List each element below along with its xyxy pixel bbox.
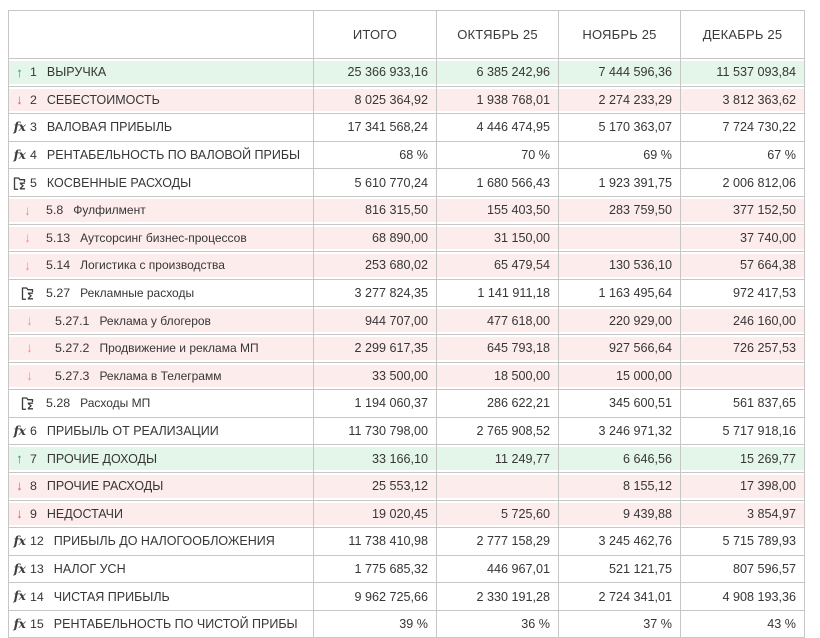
table-row[interactable] bbox=[9, 445, 805, 473]
table-row[interactable] bbox=[9, 86, 805, 114]
value-cell[interactable]: 25 553,12 bbox=[314, 472, 437, 500]
table-row[interactable] bbox=[9, 279, 805, 307]
row-label-inner bbox=[9, 528, 313, 555]
value-cell[interactable]: 5 610 770,24 bbox=[314, 169, 437, 197]
value-cell[interactable] bbox=[681, 362, 805, 390]
table-row[interactable] bbox=[9, 252, 805, 280]
value-cell[interactable]: 17 341 568,24 bbox=[314, 114, 437, 142]
value-cell[interactable]: 4 446 474,95 bbox=[437, 114, 559, 142]
row-label-cell[interactable] bbox=[9, 528, 314, 556]
arrow-down-icon: ↓ bbox=[24, 230, 31, 246]
value-cell[interactable]: 11 730 798,00 bbox=[314, 417, 437, 445]
row-number: 4 bbox=[30, 148, 37, 163]
row-label: КОСВЕННЫЕ РАСХОДЫ bbox=[46, 175, 192, 190]
fx-icon: fx bbox=[13, 422, 26, 438]
row-number: 7 bbox=[30, 451, 37, 466]
table-row[interactable] bbox=[9, 583, 805, 611]
row-label-cell[interactable] bbox=[9, 252, 314, 280]
sum-group-icon[interactable] bbox=[20, 285, 35, 301]
row-number: 5.13 bbox=[46, 230, 71, 245]
row-number: 5.14 bbox=[46, 258, 71, 273]
arrow-down-icon: ↓ bbox=[16, 478, 23, 494]
value-cell[interactable]: 33 500,00 bbox=[314, 362, 437, 390]
column-header-november: НОЯБРЬ 25 bbox=[559, 11, 681, 59]
value-cell[interactable]: 11 738 410,98 bbox=[314, 528, 437, 556]
value-cell[interactable]: 25 366 933,16 bbox=[314, 59, 437, 87]
row-number: 14 bbox=[30, 589, 44, 604]
table-row[interactable] bbox=[9, 555, 805, 583]
arrow-down-icon: ↓ bbox=[26, 368, 33, 384]
row-number: 5.27 bbox=[46, 286, 71, 301]
value-cell[interactable]: 68 % bbox=[314, 141, 437, 169]
table-row[interactable] bbox=[9, 362, 805, 390]
value-cell[interactable]: 11 249,77 bbox=[437, 445, 559, 473]
value-cell[interactable]: 130 536,10 bbox=[559, 252, 681, 280]
svg-text:Σ: Σ bbox=[26, 402, 34, 412]
row-label-cell[interactable] bbox=[9, 307, 314, 335]
value-cell[interactable]: 246 160,00 bbox=[681, 307, 805, 335]
row-label-cell[interactable] bbox=[9, 445, 314, 473]
value-cell[interactable]: 345 600,51 bbox=[559, 390, 681, 418]
table-row[interactable] bbox=[9, 307, 805, 335]
value-cell[interactable]: 972 417,53 bbox=[681, 279, 805, 307]
table-row[interactable] bbox=[9, 500, 805, 528]
value-cell[interactable]: 927 566,64 bbox=[559, 334, 681, 362]
header-empty-cell bbox=[9, 11, 314, 59]
row-label-cell[interactable] bbox=[9, 141, 314, 169]
value-cell[interactable]: 37 740,00 bbox=[681, 224, 805, 252]
row-number: 1 bbox=[30, 65, 37, 80]
value-cell[interactable]: 11 537 093,84 bbox=[681, 59, 805, 87]
row-label-cell[interactable] bbox=[9, 224, 314, 252]
value-cell[interactable]: 3 812 363,62 bbox=[681, 86, 805, 114]
value-cell[interactable]: 1 775 685,32 bbox=[314, 555, 437, 583]
arrow-up-icon: ↑ bbox=[16, 64, 23, 80]
row-label-inner bbox=[9, 583, 313, 610]
row-label: Реклама у блогеров bbox=[99, 313, 211, 328]
value-cell[interactable]: 286 622,21 bbox=[437, 390, 559, 418]
row-label-cell[interactable] bbox=[9, 610, 314, 638]
row-label-inner bbox=[9, 390, 313, 417]
value-cell[interactable]: 2 274 233,29 bbox=[559, 86, 681, 114]
row-label-inner bbox=[9, 335, 313, 362]
value-cell[interactable]: 561 837,65 bbox=[681, 390, 805, 418]
table-row[interactable] bbox=[9, 417, 805, 445]
fx-icon: fx bbox=[13, 533, 26, 549]
table-row[interactable] bbox=[9, 114, 805, 142]
report-grid bbox=[8, 10, 805, 638]
value-cell[interactable]: 6 385 242,96 bbox=[437, 59, 559, 87]
row-label-inner bbox=[9, 169, 313, 196]
value-cell[interactable]: 15 269,77 bbox=[681, 445, 805, 473]
value-cell[interactable]: 4 908 193,36 bbox=[681, 583, 805, 611]
row-number: 5.8 bbox=[46, 203, 64, 218]
value-cell[interactable] bbox=[559, 224, 681, 252]
row-label-cell[interactable] bbox=[9, 334, 314, 362]
row-label: Фулфилмент bbox=[73, 203, 146, 218]
column-header-october: ОКТЯБРЬ 25 bbox=[437, 11, 559, 59]
value-cell[interactable]: 5 170 363,07 bbox=[559, 114, 681, 142]
row-label-inner bbox=[9, 418, 313, 445]
value-cell[interactable]: 2 299 617,35 bbox=[314, 334, 437, 362]
value-cell[interactable]: 36 % bbox=[437, 610, 559, 638]
row-label-cell[interactable] bbox=[9, 196, 314, 224]
fx-icon: fx bbox=[13, 119, 26, 135]
value-cell[interactable]: 43 % bbox=[681, 610, 805, 638]
row-label-cell[interactable] bbox=[9, 114, 314, 142]
value-cell[interactable]: 18 500,00 bbox=[437, 362, 559, 390]
row-number: 9 bbox=[30, 506, 37, 521]
row-number: 5.27.2 bbox=[55, 341, 90, 356]
value-cell[interactable]: 3 245 462,76 bbox=[559, 528, 681, 556]
row-label: ПРОЧИЕ РАСХОДЫ bbox=[46, 479, 164, 494]
row-label-inner bbox=[9, 87, 313, 114]
row-label-inner bbox=[9, 225, 313, 252]
row-label-cell[interactable] bbox=[9, 86, 314, 114]
arrow-down-icon: ↓ bbox=[26, 312, 33, 328]
value-cell[interactable]: 1 923 391,75 bbox=[559, 169, 681, 197]
table-row[interactable] bbox=[9, 169, 805, 197]
value-cell[interactable]: 69 % bbox=[559, 141, 681, 169]
value-cell[interactable]: 807 596,57 bbox=[681, 555, 805, 583]
row-label-inner bbox=[9, 611, 313, 638]
value-cell[interactable]: 283 759,50 bbox=[559, 196, 681, 224]
fx-icon: fx bbox=[13, 560, 26, 576]
value-cell[interactable]: 645 793,18 bbox=[437, 334, 559, 362]
value-cell[interactable]: 15 000,00 bbox=[559, 362, 681, 390]
value-cell[interactable]: 377 152,50 bbox=[681, 196, 805, 224]
value-cell[interactable] bbox=[437, 472, 559, 500]
value-cell[interactable]: 6 646,56 bbox=[559, 445, 681, 473]
value-cell[interactable]: 726 257,53 bbox=[681, 334, 805, 362]
row-label: РЕНТАБЕЛЬНОСТЬ ПО ВАЛОВОЙ ПРИБЫ bbox=[46, 148, 301, 163]
row-label-inner bbox=[9, 252, 313, 279]
row-label-inner bbox=[9, 473, 313, 500]
row-label-inner bbox=[9, 197, 313, 224]
value-cell[interactable]: 33 166,10 bbox=[314, 445, 437, 473]
fx-icon: fx bbox=[13, 588, 26, 604]
arrow-up-icon: ↑ bbox=[16, 450, 23, 466]
row-number: 5 bbox=[30, 175, 37, 190]
value-cell[interactable]: 5 715 789,93 bbox=[681, 528, 805, 556]
table-row[interactable] bbox=[9, 196, 805, 224]
row-number: 15 bbox=[30, 617, 44, 632]
row-label: Расходы МП bbox=[80, 396, 151, 411]
row-label-inner bbox=[9, 142, 313, 169]
table-row[interactable] bbox=[9, 334, 805, 362]
row-label: Аутсорсинг бизнес-процессов bbox=[80, 230, 247, 245]
column-header-total: ИТОГО bbox=[314, 11, 437, 59]
value-cell[interactable]: 8 155,12 bbox=[559, 472, 681, 500]
arrow-down-icon: ↓ bbox=[26, 340, 33, 356]
row-number: 5.28 bbox=[46, 396, 71, 411]
row-label-cell[interactable] bbox=[9, 59, 314, 87]
row-label-cell[interactable] bbox=[9, 500, 314, 528]
value-cell[interactable]: 1 938 768,01 bbox=[437, 86, 559, 114]
row-label: НАЛОГ УСН bbox=[53, 561, 126, 576]
row-number: 12 bbox=[30, 534, 44, 549]
row-label-cell[interactable] bbox=[9, 555, 314, 583]
row-label: ПРИБЫЛЬ ОТ РЕАЛИЗАЦИИ bbox=[46, 424, 219, 439]
row-label: НЕДОСТАЧИ bbox=[46, 506, 123, 521]
value-cell[interactable]: 68 890,00 bbox=[314, 224, 437, 252]
row-label-cell[interactable] bbox=[9, 390, 314, 418]
value-cell[interactable]: 944 707,00 bbox=[314, 307, 437, 335]
row-label-cell[interactable] bbox=[9, 472, 314, 500]
value-cell[interactable]: 2 724 341,01 bbox=[559, 583, 681, 611]
value-cell[interactable]: 17 398,00 bbox=[681, 472, 805, 500]
value-cell[interactable]: 3 854,97 bbox=[681, 500, 805, 528]
table-row[interactable] bbox=[9, 141, 805, 169]
value-cell[interactable]: 477 618,00 bbox=[437, 307, 559, 335]
row-number: 6 bbox=[30, 424, 37, 439]
row-label: ВАЛОВАЯ ПРИБЫЛЬ bbox=[46, 120, 173, 135]
row-label-inner bbox=[9, 280, 313, 307]
value-cell[interactable]: 220 929,00 bbox=[559, 307, 681, 335]
value-cell[interactable]: 1 163 495,64 bbox=[559, 279, 681, 307]
value-cell[interactable]: 70 % bbox=[437, 141, 559, 169]
row-label: ПРОЧИЕ ДОХОДЫ bbox=[46, 451, 158, 466]
value-cell[interactable]: 67 % bbox=[681, 141, 805, 169]
value-cell[interactable]: 57 664,38 bbox=[681, 252, 805, 280]
table-row[interactable] bbox=[9, 390, 805, 418]
value-cell[interactable]: 816 315,50 bbox=[314, 196, 437, 224]
svg-text:Σ: Σ bbox=[18, 181, 26, 191]
value-cell[interactable]: 9 439,88 bbox=[559, 500, 681, 528]
row-label-inner bbox=[9, 114, 313, 141]
row-label-cell[interactable] bbox=[9, 583, 314, 611]
value-cell[interactable]: 446 967,01 bbox=[437, 555, 559, 583]
value-cell[interactable]: 3 277 824,35 bbox=[314, 279, 437, 307]
row-number: 5.27.3 bbox=[55, 368, 90, 383]
table-row[interactable] bbox=[9, 472, 805, 500]
row-label-cell[interactable] bbox=[9, 417, 314, 445]
header-row bbox=[9, 11, 805, 59]
sum-group-icon[interactable] bbox=[20, 395, 35, 411]
row-label: Логистика с производства bbox=[80, 258, 225, 273]
value-cell[interactable]: 8 025 364,92 bbox=[314, 86, 437, 114]
row-label: ЧИСТАЯ ПРИБЫЛЬ bbox=[53, 589, 170, 604]
table-row[interactable] bbox=[9, 224, 805, 252]
arrow-down-icon: ↓ bbox=[24, 202, 31, 218]
table-row[interactable] bbox=[9, 610, 805, 638]
row-label: Продвижение и реклама МП bbox=[99, 341, 259, 356]
value-cell[interactable]: 19 020,45 bbox=[314, 500, 437, 528]
row-label-inner bbox=[9, 501, 313, 528]
svg-text:Σ: Σ bbox=[26, 291, 34, 302]
row-label-inner bbox=[9, 59, 313, 86]
row-number: 8 bbox=[30, 479, 37, 494]
column-header-december: ДЕКАБРЬ 25 bbox=[681, 11, 805, 59]
row-label-cell[interactable] bbox=[9, 279, 314, 307]
value-cell[interactable]: 1 680 566,43 bbox=[437, 169, 559, 197]
value-cell[interactable]: 2 330 191,28 bbox=[437, 583, 559, 611]
value-cell[interactable]: 521 121,75 bbox=[559, 555, 681, 583]
row-label: РЕНТАБЕЛЬНОСТЬ ПО ЧИСТОЙ ПРИБЫ bbox=[53, 617, 298, 632]
row-label: Рекламные расходы bbox=[80, 286, 195, 301]
row-number: 5.27.1 bbox=[55, 313, 90, 328]
table-row[interactable] bbox=[9, 528, 805, 556]
value-cell[interactable]: 2 777 158,29 bbox=[437, 528, 559, 556]
value-cell[interactable]: 253 680,02 bbox=[314, 252, 437, 280]
row-label-inner bbox=[9, 445, 313, 472]
value-cell[interactable]: 65 479,54 bbox=[437, 252, 559, 280]
row-number: 13 bbox=[30, 561, 44, 576]
sum-group-icon[interactable] bbox=[12, 175, 27, 191]
row-label-inner bbox=[9, 556, 313, 583]
value-cell[interactable]: 5 725,60 bbox=[437, 500, 559, 528]
value-cell[interactable]: 9 962 725,66 bbox=[314, 583, 437, 611]
value-cell[interactable]: 39 % bbox=[314, 610, 437, 638]
value-cell[interactable]: 2 006 812,06 bbox=[681, 169, 805, 197]
row-label: ВЫРУЧКА bbox=[46, 65, 107, 80]
value-cell[interactable]: 1 194 060,37 bbox=[314, 390, 437, 418]
arrow-down-icon: ↓ bbox=[16, 92, 23, 108]
row-number: 3 bbox=[30, 120, 37, 135]
row-label-cell[interactable] bbox=[9, 362, 314, 390]
value-cell[interactable]: 3 246 971,32 bbox=[559, 417, 681, 445]
row-label: Реклама в Телеграмм bbox=[99, 368, 222, 383]
value-cell[interactable]: 31 150,00 bbox=[437, 224, 559, 252]
fx-icon: fx bbox=[13, 615, 26, 631]
table-row[interactable] bbox=[9, 59, 805, 87]
value-cell[interactable]: 7 444 596,36 bbox=[559, 59, 681, 87]
row-label: ПРИБЫЛЬ ДО НАЛОГООБЛОЖЕНИЯ bbox=[53, 534, 275, 549]
arrow-down-icon: ↓ bbox=[24, 257, 31, 273]
row-number: 2 bbox=[30, 92, 37, 107]
row-label-inner bbox=[9, 363, 313, 390]
fx-icon: fx bbox=[13, 146, 26, 162]
value-cell[interactable]: 5 717 918,16 bbox=[681, 417, 805, 445]
value-cell[interactable]: 1 141 911,18 bbox=[437, 279, 559, 307]
value-cell[interactable]: 7 724 730,22 bbox=[681, 114, 805, 142]
value-cell[interactable]: 37 % bbox=[559, 610, 681, 638]
value-cell[interactable]: 155 403,50 bbox=[437, 196, 559, 224]
value-cell[interactable]: 2 765 908,52 bbox=[437, 417, 559, 445]
row-label: СЕБЕСТОИМОСТЬ bbox=[46, 92, 160, 107]
pnl-report-table bbox=[8, 10, 805, 638]
arrow-down-icon: ↓ bbox=[16, 506, 23, 522]
row-label-cell[interactable] bbox=[9, 169, 314, 197]
row-label-inner bbox=[9, 307, 313, 334]
